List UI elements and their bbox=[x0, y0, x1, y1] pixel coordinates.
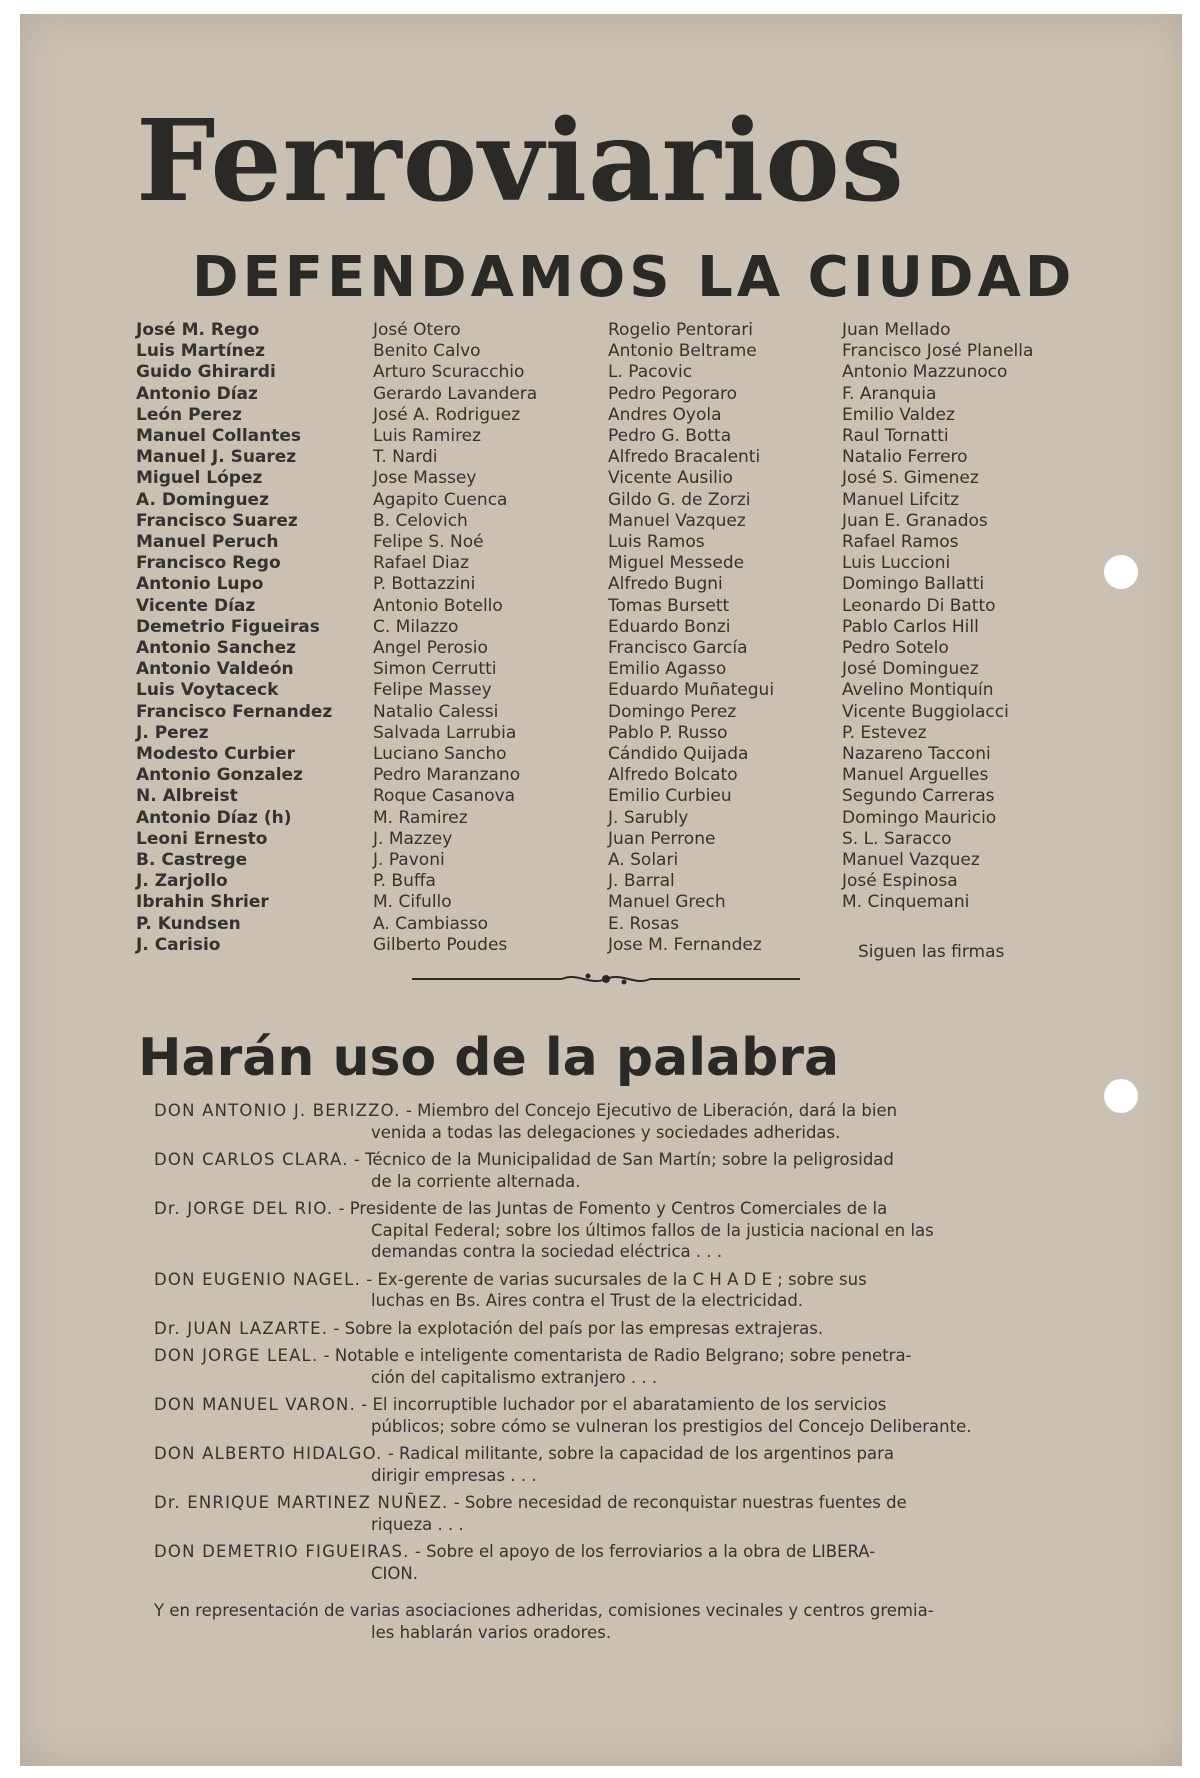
signer-name: José S. Gimenez bbox=[842, 468, 979, 489]
signer-name: Luis Ramirez bbox=[373, 426, 482, 447]
speaker-description-continued: ción del capitalismo extranjero . . . bbox=[371, 1367, 658, 1387]
speaker-entry bbox=[154, 1269, 1084, 1312]
signer-name: José Otero bbox=[373, 320, 461, 340]
signer-name: B. Celovich bbox=[373, 510, 468, 531]
signer-name: A. Dominguez bbox=[136, 489, 269, 510]
speaker-name: Dr. JUAN LAZARTE. bbox=[154, 1318, 329, 1338]
signer-name: Pedro Sotelo bbox=[842, 638, 949, 659]
signer-name: Juan E. Granados bbox=[842, 510, 988, 531]
signer-name: Francisco Suarez bbox=[136, 510, 298, 531]
signer-name: F. Aranquia bbox=[842, 383, 937, 404]
speaker-description: - Miembro del Concejo Ejecutivo de Liberación, dará la bien bbox=[400, 1101, 898, 1120]
signer-name: S. L. Saracco bbox=[842, 828, 952, 849]
speaker-description: - Notable e inteligente comentarista de Radio Belgrano; sobre penetra- bbox=[318, 1346, 912, 1365]
signer-name: Alfredo Bugni bbox=[608, 574, 723, 595]
signer-name: Luis Ramos bbox=[608, 532, 705, 553]
signer-name: Antonio Beltrame bbox=[608, 341, 757, 362]
speaker-description: - Sobre el apoyo de los ferroviarios a la obra de LIBERA- bbox=[409, 1542, 876, 1561]
signer-name: Juan Mellado bbox=[842, 320, 951, 340]
signer-name: M. Cinquemani bbox=[842, 892, 970, 913]
speaker-description-continued: dirigir empresas . . . bbox=[371, 1465, 537, 1485]
speaker-name: DON MANUEL VARON. bbox=[154, 1395, 357, 1414]
signer-name: Antonio Sanchez bbox=[136, 638, 297, 659]
signer-name: Luciano Sancho bbox=[373, 744, 507, 765]
signer-name: A. Solari bbox=[608, 850, 679, 871]
speaker-entry bbox=[154, 1541, 1084, 1584]
signer-name: J. Sarubly bbox=[608, 807, 689, 828]
signer-name: Gilberto Poudes bbox=[373, 934, 508, 955]
signer-name: P. Estevez bbox=[842, 722, 927, 743]
speaker-name: DON CARLOS CLARA. bbox=[154, 1150, 349, 1169]
signers-column-3 bbox=[608, 320, 774, 956]
signer-name: M. Ramirez bbox=[373, 807, 468, 828]
signer-name: Benito Calvo bbox=[373, 341, 481, 362]
speaker-description: - El incorruptible luchador por el abaratamiento de los servicios bbox=[356, 1395, 887, 1414]
signer-name: Simon Cerrutti bbox=[373, 659, 497, 680]
closing-line-1: Y en representación de varias asociaciones adheridas, comisiones vecinales y centros gremia- bbox=[154, 1601, 934, 1620]
signer-name: Natalio Calessi bbox=[373, 701, 499, 722]
signer-name: José A. Rodriguez bbox=[373, 404, 521, 425]
speaker-description: - Sobre la explotación del país por las empresas extrajeras. bbox=[328, 1318, 824, 1338]
signer-name: Francisco Rego bbox=[136, 553, 281, 574]
speaker-description: - Ex-gerente de varias sucursales de la C H A D E ; sobre sus bbox=[361, 1269, 867, 1289]
speaker-description: - Radical militante, sobre la capacidad de los argentinos para bbox=[382, 1444, 894, 1463]
signer-name: Jose M. Fernandez bbox=[608, 934, 762, 955]
signer-name: Leoni Ernesto bbox=[136, 828, 268, 849]
signer-name: Manuel J. Suarez bbox=[136, 447, 297, 468]
signer-name: Felipe S. Noé bbox=[373, 532, 484, 553]
signer-name: Andres Oyola bbox=[608, 404, 722, 425]
signer-name: Guido Ghirardi bbox=[136, 362, 276, 383]
signer-name: Pablo P. Russo bbox=[608, 722, 728, 743]
signer-name: León Perez bbox=[136, 404, 242, 425]
signer-name: Francisco Fernandez bbox=[136, 701, 333, 722]
signer-name: Manuel Peruch bbox=[136, 532, 279, 553]
flyer-title: Ferroviarios bbox=[136, 96, 905, 227]
signer-name: Rafael Diaz bbox=[373, 553, 469, 574]
speaker-description-continued: públicos; sobre cómo se vulneran los prestigios del Concejo Deliberante. bbox=[371, 1416, 972, 1436]
signer-name: J. Zarjollo bbox=[136, 871, 228, 892]
signer-name: Juan Perrone bbox=[608, 828, 716, 849]
signer-name: J. Perez bbox=[136, 722, 209, 743]
signer-name: P. Bottazzini bbox=[373, 574, 476, 595]
signer-name: Leonardo Di Batto bbox=[842, 595, 996, 616]
speaker-description-continued: luchas en Bs. Aires contra el Trust de la electricidad. bbox=[371, 1291, 804, 1310]
signer-name: Miguel López bbox=[136, 468, 263, 489]
signer-name: Demetrio Figueiras bbox=[136, 616, 320, 637]
signer-name: Manuel Vazquez bbox=[842, 850, 980, 871]
speaker-name: DON EUGENIO NAGEL. bbox=[154, 1269, 362, 1289]
signer-name: Agapito Cuenca bbox=[373, 489, 508, 510]
signer-name: Segundo Carreras bbox=[842, 786, 995, 807]
signer-name: Salvada Larrubia bbox=[373, 722, 517, 743]
signer-name: P. Buffa bbox=[373, 871, 436, 892]
speaker-name: DON JORGE LEAL. bbox=[154, 1346, 319, 1365]
speaker-description-continued: de la corriente alternada. bbox=[371, 1171, 581, 1191]
signer-name: Eduardo Muñategui bbox=[608, 680, 775, 701]
speaker-entry bbox=[154, 1345, 1084, 1388]
signer-name: Eduardo Bonzi bbox=[608, 616, 731, 637]
signer-name: Antonio Gonzalez bbox=[136, 765, 303, 786]
signer-name: Vicente Díaz bbox=[136, 595, 256, 616]
closing-line-2: les hablarán varios oradores. bbox=[371, 1622, 612, 1642]
signer-name: Luis Martínez bbox=[136, 341, 266, 362]
signer-name: Pedro G. Botta bbox=[608, 426, 732, 447]
speaker-entry bbox=[154, 1198, 1084, 1263]
signer-name: Vicente Ausilio bbox=[608, 468, 733, 489]
speaker-description-continued: CION. bbox=[371, 1563, 418, 1583]
signer-name: Luis Luccioni bbox=[842, 553, 951, 574]
signer-name: Nazareno Tacconi bbox=[842, 744, 991, 765]
signer-name: A. Cambiasso bbox=[373, 913, 489, 934]
ornamental-divider bbox=[412, 968, 800, 990]
signer-name: Roque Casanova bbox=[373, 786, 516, 807]
signers-column-1 bbox=[136, 320, 332, 956]
signer-name: Modesto Curbier bbox=[136, 744, 296, 765]
speaker-description: - Sobre necesidad de reconquistar nuestras fuentes de bbox=[448, 1493, 907, 1512]
signer-name: Domingo Mauricio bbox=[842, 807, 997, 828]
speaker-name: DON ALBERTO HIDALGO. bbox=[154, 1444, 383, 1463]
speakers-heading: Harán uso de la palabra bbox=[138, 1028, 840, 1088]
flyer-sheet bbox=[20, 14, 1182, 1766]
closing-note bbox=[154, 1600, 1084, 1643]
signer-name: Antonio Mazzunoco bbox=[842, 362, 1008, 383]
signer-name: P. Kundsen bbox=[136, 913, 241, 934]
punch-hole bbox=[1104, 1079, 1138, 1113]
signer-name: Manuel Arguelles bbox=[842, 765, 989, 786]
signer-name: Rafael Ramos bbox=[842, 532, 959, 553]
signer-name: Antonio Díaz (h) bbox=[136, 807, 292, 828]
signer-name: Vicente Buggiolacci bbox=[842, 701, 1009, 722]
signer-name: M. Cifullo bbox=[373, 892, 452, 913]
signer-name: Emilio Agasso bbox=[608, 659, 727, 680]
signer-name: José M. Rego bbox=[136, 320, 260, 340]
speaker-entry bbox=[154, 1443, 1084, 1486]
signer-name: Rogelio Pentorari bbox=[608, 320, 754, 340]
signers-column-4 bbox=[842, 320, 1033, 914]
speaker-description-continued: venida a todas las delegaciones y sociedades adheridas. bbox=[371, 1122, 841, 1142]
speaker-description-continued: demandas contra la sociedad eléctrica . . . bbox=[371, 1242, 723, 1261]
signer-name: J. Carisio bbox=[136, 934, 221, 955]
signer-name: N. Albreist bbox=[136, 786, 238, 807]
signer-name: Arturo Scuracchio bbox=[373, 362, 525, 383]
signer-name: Francisco García bbox=[608, 638, 748, 659]
signer-name: Gildo G. de Zorzi bbox=[608, 489, 751, 510]
speaker-description: - Presidente de las Juntas de Fomento y Centros Comerciales de la bbox=[333, 1199, 888, 1218]
signer-name: Antonio Valdeón bbox=[136, 659, 294, 680]
speaker-description-continued: Capital Federal; sobre los últimos fallos de la justicia nacional en las bbox=[371, 1220, 934, 1240]
signer-name: Natalio Ferrero bbox=[842, 447, 968, 468]
signer-name: Raul Tornatti bbox=[842, 426, 949, 447]
signer-name: Miguel Messede bbox=[608, 553, 745, 574]
signer-name: Ibrahin Shrier bbox=[136, 892, 269, 913]
signer-name: Felipe Massey bbox=[373, 680, 492, 701]
signer-name: Manuel Vazquez bbox=[608, 510, 746, 531]
signer-name: José Espinosa bbox=[842, 871, 958, 892]
speaker-description: - Técnico de la Municipalidad de San Martín; sobre la peligrosidad bbox=[348, 1150, 894, 1169]
signer-name: Emilio Curbieu bbox=[608, 786, 732, 807]
signer-name: Antonio Díaz bbox=[136, 383, 258, 404]
signer-name: Antonio Botello bbox=[373, 595, 503, 616]
punch-hole bbox=[1104, 555, 1138, 589]
signer-name: T. Nardi bbox=[373, 447, 438, 468]
signer-name: E. Rosas bbox=[608, 913, 680, 934]
speaker-name: DON ANTONIO J. BERIZZO. bbox=[154, 1101, 401, 1120]
speaker-entry bbox=[154, 1100, 1084, 1143]
more-signatures-note: Siguen las firmas bbox=[858, 942, 1005, 962]
signer-name: Domingo Perez bbox=[608, 701, 737, 722]
signer-name: Alfredo Bracalenti bbox=[608, 447, 761, 468]
speaker-name: Dr. ENRIQUE MARTINEZ NUÑEZ. bbox=[154, 1493, 449, 1512]
signer-name: C. Milazzo bbox=[373, 616, 459, 637]
signer-name: Jose Massey bbox=[373, 468, 477, 489]
signer-name: Francisco José Planella bbox=[842, 341, 1034, 362]
speaker-entry bbox=[154, 1492, 1084, 1535]
signer-name: Pedro Pegoraro bbox=[608, 383, 738, 404]
speaker-entry bbox=[154, 1394, 1084, 1437]
flyer-subtitle: DEFENDAMOS LA CIUDAD bbox=[192, 245, 1076, 310]
speakers-list bbox=[154, 1100, 1084, 1590]
speaker-entry bbox=[154, 1318, 1084, 1340]
speaker-name: Dr. JORGE DEL RIO. bbox=[154, 1199, 334, 1218]
signer-name: Emilio Valdez bbox=[842, 404, 955, 425]
signer-name: J. Barral bbox=[608, 871, 675, 892]
signer-name: Angel Perosio bbox=[373, 638, 488, 659]
signer-name: Pablo Carlos Hill bbox=[842, 616, 979, 637]
signer-name: B. Castrege bbox=[136, 850, 248, 871]
signer-name: Avelino Montiquín bbox=[842, 680, 994, 701]
signers-column-2 bbox=[373, 320, 537, 956]
signer-name: Pedro Maranzano bbox=[373, 765, 521, 786]
signer-name: Cándido Quijada bbox=[608, 744, 749, 765]
signer-name: L. Pacovic bbox=[608, 362, 693, 383]
signer-name: Manuel Collantes bbox=[136, 426, 302, 447]
signer-name: Alfredo Bolcato bbox=[608, 765, 738, 786]
signer-name: Tomas Bursett bbox=[608, 595, 730, 616]
speaker-description-continued: riqueza . . . bbox=[371, 1514, 464, 1534]
signer-name: Domingo Ballatti bbox=[842, 574, 985, 595]
signer-name: Gerardo Lavandera bbox=[373, 383, 538, 404]
signer-name: Manuel Lifcitz bbox=[842, 489, 960, 510]
signer-name: J. Pavoni bbox=[373, 850, 445, 871]
signer-name: Manuel Grech bbox=[608, 892, 726, 913]
speaker-name: DON DEMETRIO FIGUEIRAS. bbox=[154, 1542, 410, 1561]
signer-name: J. Mazzey bbox=[373, 828, 453, 849]
speaker-entry bbox=[154, 1149, 1084, 1192]
signer-name: Luis Voytaceck bbox=[136, 680, 279, 701]
signer-name: José Dominguez bbox=[842, 659, 979, 680]
signer-name: Antonio Lupo bbox=[136, 574, 264, 595]
